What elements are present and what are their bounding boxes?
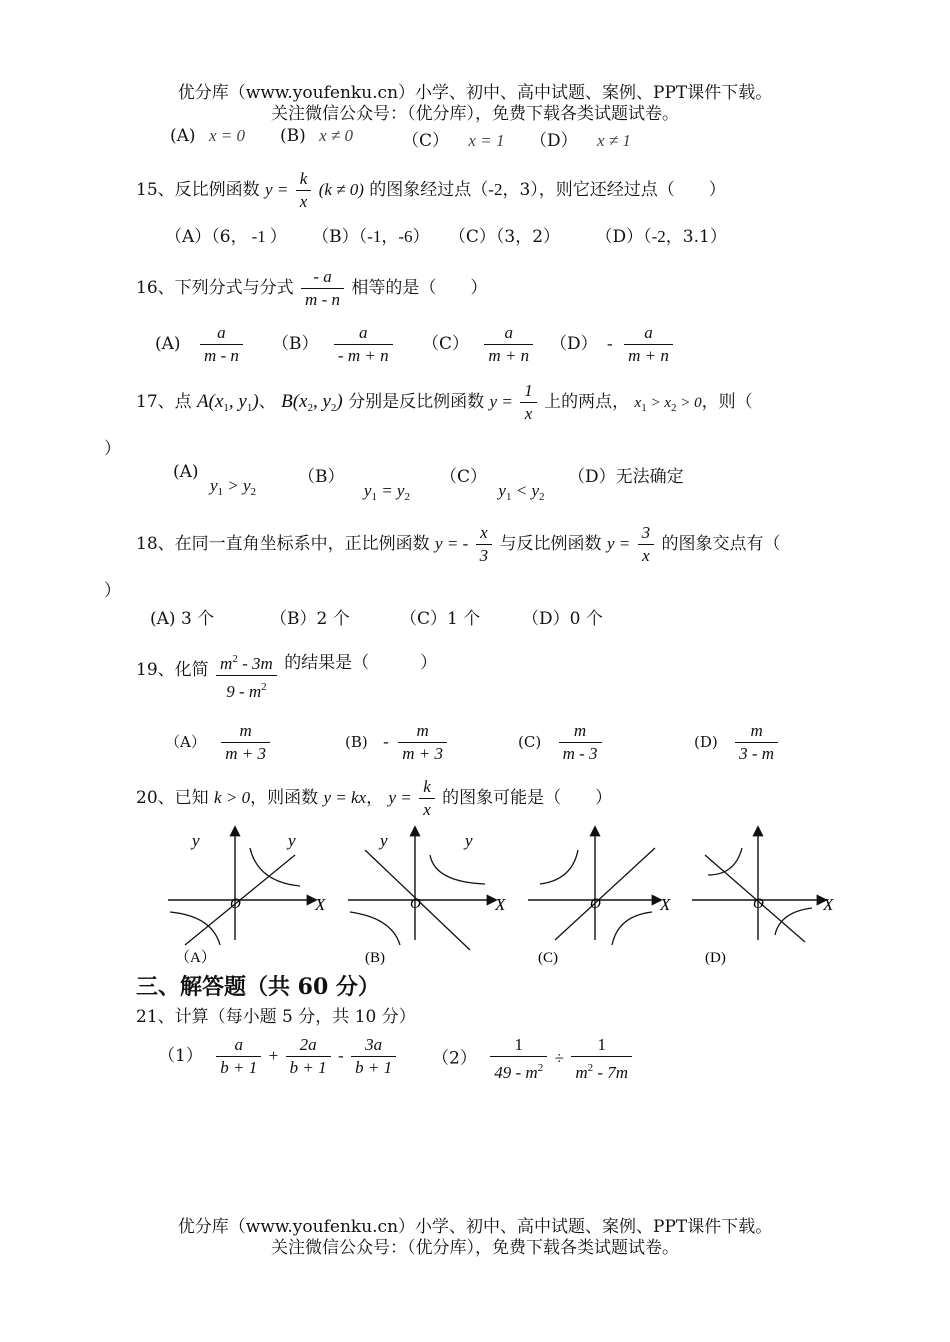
graph-b-curve-label: y	[465, 831, 473, 850]
graph-b-y-label: y	[380, 831, 388, 850]
q14-option-b: (B) x ≠ 0	[280, 126, 354, 146]
q21-part-2: （2） $\frac{1}{49 - m^2}$ ÷ $\frac{1}{m^2 - 7m}$	[432, 1034, 634, 1084]
graph-d	[692, 828, 834, 966]
q20-graphs	[160, 820, 850, 970]
q18-fraction-1: $\frac{x}{3}$	[476, 522, 493, 567]
q16-option-d: （D） - $\frac{a}{m + n}$	[550, 322, 675, 367]
header-line-1: 优分库（www.youfenku.cn）小学、初中、高中试题、案例、PPT课件下载。	[177, 83, 773, 103]
q18-close-paren: ）	[104, 581, 121, 601]
q16-option-b: （B） $\frac{a}{- m + n}$	[272, 322, 395, 367]
q17-close-paren: ）	[104, 439, 121, 459]
q18-fraction-2: $\frac{3}{x}$	[638, 522, 655, 567]
q15-option-c: （C）（3，2）	[448, 227, 561, 247]
header-line-2: 关注微信公众号：（优分库），免费下载各类试题试卷。	[271, 104, 679, 124]
q15-options	[165, 222, 727, 247]
graph-a-y-label: y	[192, 831, 200, 850]
question-17: 17、点 $A(x_1$, $y_1$)、 $B(x_2$, $y_2$) 分别是反比例函数 y = $\frac{1}{x}$ 上的两点， $x_1 > x_2 > 0$，则（	[136, 381, 753, 423]
q15-fraction: $\frac{k}{x}$	[296, 168, 312, 213]
question-16: 16、下列分式与分式 $\frac{- a}{m - n}$ 相等的是（ ）	[136, 267, 488, 309]
graph-c-label: (C)	[538, 950, 558, 966]
footer-line-1: 优分库（www.youfenku.cn）小学、初中、高中试题、案例、PPT课件下载。	[177, 1217, 773, 1237]
q19-fraction: $\frac{m^2 - 3m}{9 - m^2}$	[216, 648, 277, 703]
q19-option-d: (D) $\frac{m}{3 - m}$	[694, 720, 780, 765]
question-15: 15、反比例函数 y = $\frac{k}{x}$ (k ≠ 0) 的图象经过点（-2，3），则它还经过点（ ）	[136, 169, 726, 211]
graph-d-label: (D)	[705, 950, 726, 966]
graph-b	[348, 828, 506, 966]
q15-option-a: （A）（6， -1 ）	[165, 227, 287, 247]
q14-option-c: （C） x = 1	[402, 131, 505, 151]
q18-option-d: （D）0 个	[522, 609, 603, 629]
q19-option-b: (B) - $\frac{m}{m + 3}$	[345, 720, 449, 765]
graph-b-x-label: X	[495, 895, 506, 914]
q18-option-a: (A) 3 个	[150, 609, 215, 629]
q18-option-b: （B）2 个	[270, 609, 350, 629]
q18-option-c: （C）1 个	[400, 609, 481, 629]
graph-a-curve-label: y	[288, 831, 296, 850]
q16-option-a: (A) $\frac{a}{m - n}$	[155, 322, 245, 367]
question-20: 20、已知 k > 0，则函数 y = kx， y = $\frac{k}{x}$ 的图象可能是（ ）	[136, 777, 613, 819]
graph-b-hyperbola-upper	[430, 855, 485, 884]
graph-b-hyperbola-lower	[350, 912, 400, 945]
footer-line-2: 关注微信公众号：（优分库），免费下载各类试题试卷。	[271, 1238, 679, 1258]
question-19: 19、化简 $\frac{m^2 - 3m}{9 - m^2}$ 的结果是（ ）	[136, 648, 437, 703]
graph-c-hyperbola-right	[612, 912, 652, 945]
q17-option-c: （C） $y_1 < y_2$	[440, 467, 545, 503]
q16-fraction: $\frac{- a}{m - n}$	[301, 266, 344, 311]
q16-option-c: （C） $\frac{a}{m + n}$	[422, 322, 535, 367]
graph-c-line	[555, 848, 655, 940]
question-18: 18、在同一直角坐标系中，正比例函数 y = - $\frac{x}{3}$ 与反比例函数 y = $\frac{3}{x}$ 的图象交点有（	[136, 523, 781, 565]
q15-option-b: （B）（-1，-6）	[312, 227, 430, 247]
q17-fraction: $\frac{1}{x}$	[520, 380, 537, 425]
q19-option-c: (C) $\frac{m}{m - 3}$	[518, 720, 604, 765]
graph-a-x-label: X	[315, 895, 326, 914]
graph-c-origin: O	[590, 896, 601, 912]
graph-d-origin: O	[753, 896, 764, 912]
q20-fraction: $\frac{k}{x}$	[419, 776, 435, 821]
q17-option-d: （D）无法确定	[568, 467, 684, 487]
graph-c	[528, 828, 671, 966]
q17-option-b: （B） $y_1 = y_2$	[298, 467, 410, 503]
graph-a	[168, 828, 326, 966]
q17-option-a: (A) $y_1 > y_2$	[173, 462, 257, 498]
q21-part-1: （1） $\frac{a}{b + 1}$ + $\frac{2a}{b + 1}$ - $\frac{3a}{b + 1}$	[158, 1034, 398, 1079]
q14-option-a: (A) x = 0	[170, 126, 245, 146]
graph-c-hyperbola-left	[540, 850, 578, 884]
graph-a-origin: O	[230, 896, 241, 912]
q14-option-d: （D） x ≠ 1	[530, 131, 631, 151]
section-3-title: 三、解答题（共 60 分）	[136, 974, 380, 1000]
question-21: 21、计算（每小题 5 分，共 10 分）	[136, 1007, 416, 1027]
graph-b-label: (B)	[365, 950, 385, 966]
q19-option-a: （A） $\frac{m}{m + 3}$	[165, 720, 272, 765]
q15-option-d: （D）（-2，3.1）	[595, 227, 727, 247]
graph-d-x-label: X	[823, 895, 834, 914]
graph-b-origin: O	[410, 896, 421, 912]
graph-a-hyperbola-lower	[170, 912, 220, 945]
graph-a-hyperbola-upper	[250, 848, 300, 886]
graph-a-label: （A）	[175, 950, 216, 966]
graph-c-x-label: X	[660, 895, 671, 914]
